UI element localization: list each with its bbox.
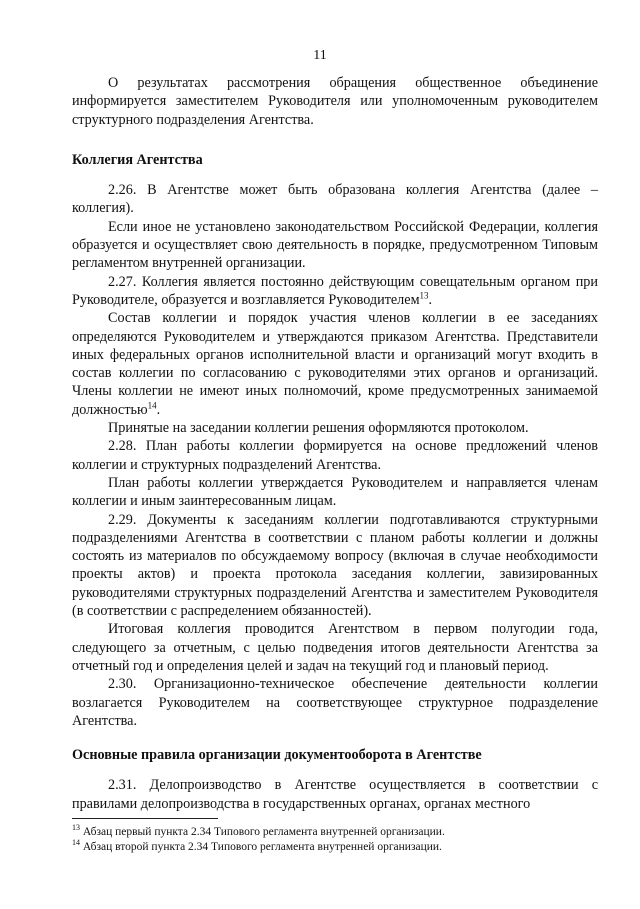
paragraph-2-30: 2.30. Организационно-техническое обеспечение деятельности коллегии возлагается Руководителем на соответствующее структурное подразделение Агентства. bbox=[72, 676, 598, 729]
footnotes bbox=[72, 818, 598, 855]
footnote-ref-14: 14 bbox=[147, 400, 157, 411]
footnote-14-number: 14 bbox=[72, 838, 80, 848]
footnote-14-text: Абзац второй пункта 2.34 Типового регламента внутренней организации. bbox=[82, 841, 442, 853]
footnote-13-text: Абзац первый пункта 2.34 Типового регламента внутренней организации. bbox=[82, 826, 445, 838]
page-number: 11 bbox=[313, 48, 327, 63]
paragraph-2-31: 2.31. Делопроизводство в Агентстве осуществляется в соответствии с правилами делопроизводства в государственных органах, органах местного bbox=[72, 777, 598, 812]
paragraph-2-28-continued: План работы коллегии утверждается Руководителем и направляется членам коллегии и иным заинтересованным лицам. bbox=[72, 474, 598, 510]
intro-paragraph: О результатах рассмотрения обращения общественное объединение информируется заместителем Руководителя или уполномоченным руководителем структурного подразделения Агентства. bbox=[72, 75, 598, 128]
footnote-ref-13: 13 bbox=[419, 290, 429, 301]
paragraph-2-28: 2.28. План работы коллегии формируется на основе предложений членов коллегии и структурных подразделений Агентства. bbox=[72, 438, 598, 473]
section-heading-collegium: Коллегия Агентства bbox=[72, 151, 203, 168]
section-heading-document-flow: Основные правила организации документооборота в Агентстве bbox=[72, 747, 482, 764]
paragraph-2-29-continued: Итоговая коллегия проводится Агентством в первом полугодии года, следующего за отчетным, с целью подведения итогов деятельности Агентства за отчетный год и определения целей и задач на текущий год и плановый период. bbox=[72, 621, 598, 674]
paragraph-2-29: 2.29. Документы к заседаниям коллегии подготавливаются структурными подразделениями Агентства в соответствии с планом работы коллегии и должны состоять из материалов по обсуждаемому вопросу (включая в случае необходимости проекты актов) и проекта протокола заседания коллегии, завизированных руководителями структурных подразделений Агентства и заместителем Руководителя (в соответствии с распределением обязанностей). bbox=[72, 511, 598, 620]
document-body bbox=[72, 74, 598, 813]
footnote-13-number: 13 bbox=[72, 823, 80, 833]
paragraph-2-27-composition bbox=[72, 309, 598, 419]
paragraph-2-27-text: 2.27. Коллегия является постоянно действующим совещательным органом при Руководителе, образуется и возглавляется Руководителем bbox=[72, 273, 598, 308]
footnote-13 bbox=[72, 825, 598, 840]
paragraph-2-27-end: . bbox=[428, 291, 433, 308]
footnote-14 bbox=[72, 840, 598, 855]
footnote-divider bbox=[72, 818, 218, 819]
paragraph-2-27 bbox=[72, 273, 598, 310]
paragraph-2-27-decisions: Принятые на заседании коллегии решения оформляются протоколом. bbox=[108, 420, 529, 437]
paragraph-2-26: 2.26. В Агентстве может быть образована коллегия Агентства (далее – коллегия). bbox=[72, 182, 598, 217]
paragraph-2-27-composition-end: . bbox=[156, 401, 161, 418]
paragraph-2-27-composition-text: Состав коллегии и порядок участия членов коллегии в ее заседаниях определяются Руководителем и утверждаются приказом Агентства. Представители иных федеральных органов исполнительной власти и организаций могут входить в состав коллегии по согласованию с руководителями этих органов и организаций. Члены коллегии не имеют иных полномочий, кроме предусмотренных занимаемой должностью bbox=[72, 310, 598, 418]
paragraph-2-26-continued: Если иное не установлено законодательством Российской Федерации, коллегия образуется и осуществляет свою деятельность в порядке, предусмотренном Типовым регламентом внутренней организации. bbox=[72, 218, 598, 272]
